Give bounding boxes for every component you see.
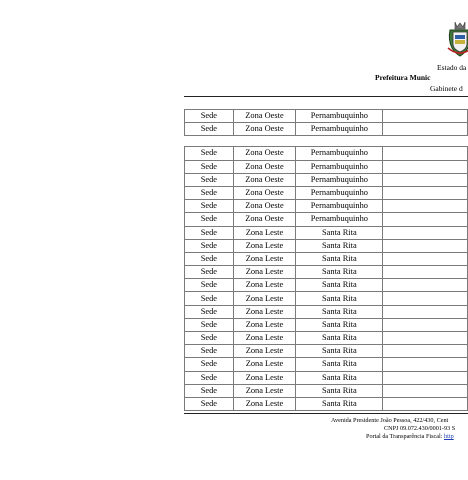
table-row	[185, 279, 468, 292]
header-prefecture-line: Prefeitura Munic	[375, 73, 431, 82]
table-row	[185, 213, 468, 226]
table-cell: Santa Rita	[296, 279, 383, 292]
table-cell: Zona Leste	[233, 239, 295, 252]
table-row	[185, 173, 468, 186]
table-cell	[383, 226, 468, 239]
footer-divider	[184, 413, 468, 414]
table-cell: Sede	[185, 318, 234, 331]
table-cell: Zona Leste	[233, 345, 295, 358]
table-cell	[383, 292, 468, 305]
table-cell: Sede	[185, 226, 234, 239]
table-cell: Zona Leste	[233, 266, 295, 279]
table-cell: Zona Leste	[233, 226, 295, 239]
page-header	[0, 0, 468, 96]
table-cell	[383, 110, 468, 123]
table-cell	[383, 173, 468, 186]
table-cell: Zona Leste	[233, 305, 295, 318]
table-cell: Sede	[185, 200, 234, 213]
table-cell: Santa Rita	[296, 384, 383, 397]
table-cell: Santa Rita	[296, 226, 383, 239]
table-cell: Sede	[185, 186, 234, 199]
table-cell: Pernambuquinho	[296, 213, 383, 226]
table-cell: Zona Oeste	[233, 160, 295, 173]
table-row	[185, 358, 468, 371]
table-cell	[383, 266, 468, 279]
table-cell	[383, 384, 468, 397]
table-cell: Santa Rita	[296, 318, 383, 331]
table-cell	[383, 160, 468, 173]
table-row	[185, 318, 468, 331]
table-cell: Sede	[185, 173, 234, 186]
table-cell: Santa Rita	[296, 239, 383, 252]
table-cell: Santa Rita	[296, 371, 383, 384]
table-cell: Sede	[185, 332, 234, 345]
table-cell	[383, 239, 468, 252]
table-row	[185, 292, 468, 305]
header-divider	[184, 96, 468, 97]
table-cell: Sede	[185, 110, 234, 123]
table-cell	[383, 279, 468, 292]
table-cell: Santa Rita	[296, 345, 383, 358]
table-cell: Zona Leste	[233, 252, 295, 265]
coat-of-arms-icon	[446, 18, 468, 58]
table-cell	[383, 318, 468, 331]
table-row	[185, 371, 468, 384]
table-cell	[383, 371, 468, 384]
table-cell: Sede	[185, 371, 234, 384]
table-cell: Santa Rita	[296, 252, 383, 265]
footer-portal-link[interactable]: http	[444, 433, 454, 440]
table-cell: Zona Leste	[233, 358, 295, 371]
table-row	[185, 397, 468, 410]
table-cell: Zona Oeste	[233, 213, 295, 226]
table-row	[185, 345, 468, 358]
table-cell: Sede	[185, 397, 234, 410]
table-row	[185, 332, 468, 345]
table-cell	[383, 186, 468, 199]
table-cell: Zona Oeste	[233, 173, 295, 186]
table-cell: Zona Oeste	[233, 147, 295, 160]
table-cell: Zona Leste	[233, 332, 295, 345]
table-cell: Sede	[185, 305, 234, 318]
table-cell	[383, 213, 468, 226]
table-cell: Sede	[185, 239, 234, 252]
table-cell: Pernambuquinho	[296, 173, 383, 186]
table-cell: Pernambuquinho	[296, 200, 383, 213]
table-cell	[383, 358, 468, 371]
table-cell: Pernambuquinho	[296, 186, 383, 199]
table-cell	[383, 123, 468, 136]
table-cell	[383, 397, 468, 410]
table-cell: Pernambuquinho	[296, 123, 383, 136]
locations-table	[184, 109, 468, 411]
table-row	[185, 266, 468, 279]
table-cell: Zona Oeste	[233, 110, 295, 123]
table-cell: Zona Oeste	[233, 123, 295, 136]
table-row	[185, 160, 468, 173]
footer-portal-label: Portal da Transparência Fiscal:	[366, 433, 445, 440]
table-cell: Zona Leste	[233, 371, 295, 384]
table-cell: Pernambuquinho	[296, 110, 383, 123]
table-cell: Santa Rita	[296, 292, 383, 305]
table-cell: Sede	[185, 252, 234, 265]
table-cell: Sede	[185, 266, 234, 279]
table-row	[185, 384, 468, 397]
table-row	[185, 239, 468, 252]
table-row	[185, 200, 468, 213]
footer-address: Avenida Presidente João Pessoa, 422/430, Cent	[331, 417, 449, 424]
table-cell	[383, 147, 468, 160]
table-cell: Zona Leste	[233, 292, 295, 305]
table-cell	[383, 332, 468, 345]
footer-cnpj: CNPJ 09.072.430/0001-93 S	[384, 425, 456, 432]
table-row	[185, 147, 468, 160]
table-cell	[383, 345, 468, 358]
table-cell: Sede	[185, 345, 234, 358]
table-cell: Sede	[185, 279, 234, 292]
table-cell: Sede	[185, 384, 234, 397]
table-row	[185, 110, 468, 123]
table-cell	[383, 305, 468, 318]
table-cell: Pernambuquinho	[296, 160, 383, 173]
table-cell: Santa Rita	[296, 305, 383, 318]
table-cell: Zona Leste	[233, 279, 295, 292]
footer-portal	[0, 433, 468, 441]
table-cell: Sede	[185, 123, 234, 136]
table-cell	[383, 200, 468, 213]
table-cell: Zona Leste	[233, 384, 295, 397]
table-cell	[383, 252, 468, 265]
table-row	[185, 123, 468, 136]
header-state-line: Estado da	[437, 63, 467, 72]
table-spacer-row	[185, 136, 468, 147]
table-row	[185, 226, 468, 239]
table-cell: Sede	[185, 358, 234, 371]
table-cell: Santa Rita	[296, 397, 383, 410]
table-cell: Santa Rita	[296, 358, 383, 371]
table-cell: Zona Oeste	[233, 186, 295, 199]
table-row	[185, 186, 468, 199]
header-cabinet-line: Gabinete d	[430, 84, 463, 93]
table-row	[185, 305, 468, 318]
table-cell: Sede	[185, 147, 234, 160]
table-cell: Zona Leste	[233, 397, 295, 410]
table-cell: Sede	[185, 160, 234, 173]
table-cell: Sede	[185, 213, 234, 226]
table-cell: Santa Rita	[296, 266, 383, 279]
table-cell: Pernambuquinho	[296, 147, 383, 160]
table-row	[185, 252, 468, 265]
table-cell: Zona Leste	[233, 318, 295, 331]
table-cell: Santa Rita	[296, 332, 383, 345]
table-cell: Sede	[185, 292, 234, 305]
table-cell: Zona Oeste	[233, 200, 295, 213]
